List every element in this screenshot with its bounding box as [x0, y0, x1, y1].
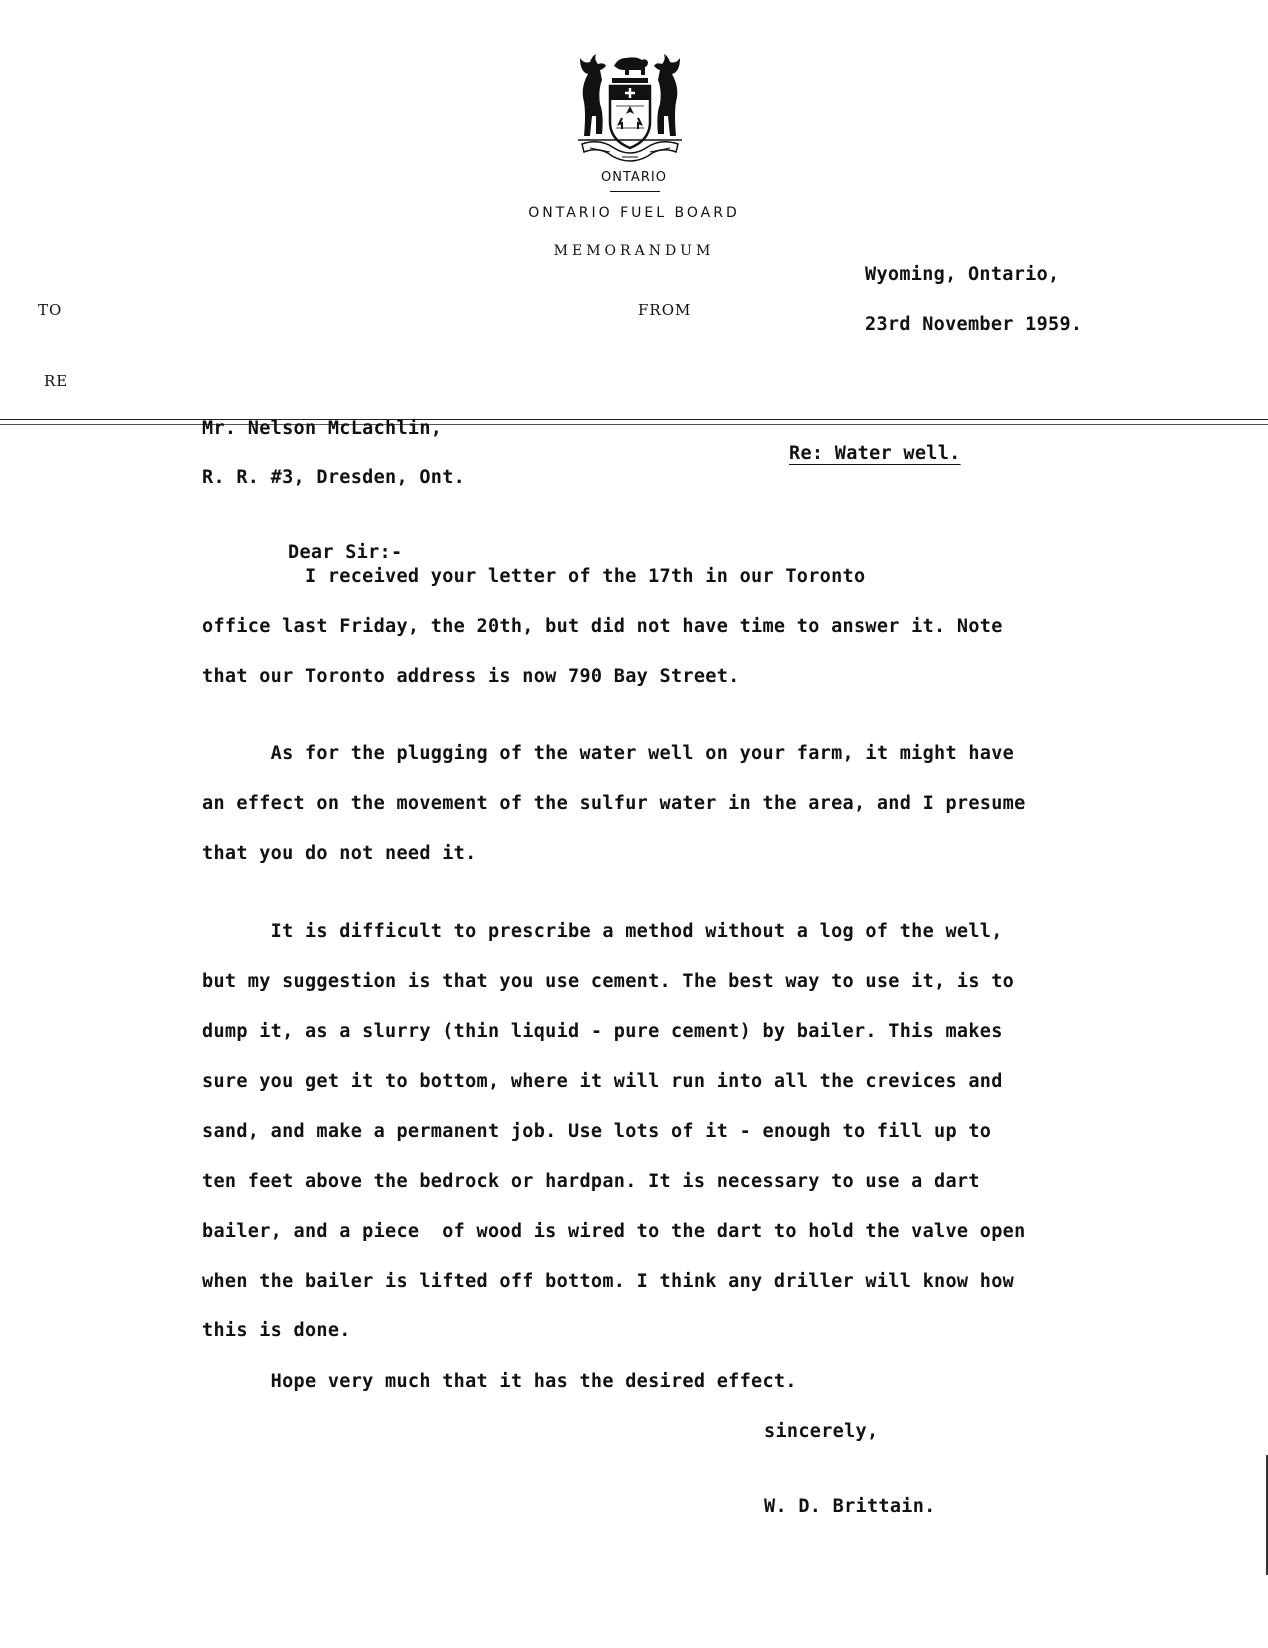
re-label: RE — [44, 372, 69, 390]
subject-line: Re: Water well. — [789, 443, 961, 464]
letterhead-board-name: ONTARIO FUEL BOARD — [528, 205, 740, 221]
header-double-rule — [0, 419, 1268, 425]
body-line: an effect on the movement of the sulfur water in the area, and I presume — [202, 793, 1026, 814]
body-line: sure you get it to bottom, where it will run into all the crevices and — [202, 1071, 1003, 1092]
body-line: bailer, and a piece of wood is wired to the dart to hold the valve open — [202, 1221, 1026, 1242]
body-line: dump it, as a slurry (thin liquid - pure cement) by bailer. This makes — [202, 1021, 1003, 1042]
ontario-coat-of-arms-icon — [570, 48, 690, 166]
salutation: Dear Sir:- — [288, 542, 403, 563]
body-line: It is difficult to prescribe a method without a log of the well, — [202, 921, 1003, 942]
body-line: ten feet above the bedrock or hardpan. It is necessary to use a dart — [202, 1171, 980, 1192]
recipient-name: Mr. Nelson McLachlin, — [202, 418, 443, 439]
to-label: TO — [38, 301, 63, 319]
body-line: when the bailer is lifted off bottom. I think any driller will know how — [202, 1271, 1015, 1292]
recipient-address: R. R. #3, Dresden, Ont. — [202, 467, 466, 488]
letter-date: 23rd November 1959. — [865, 314, 1083, 335]
letterhead-province: ONTARIO — [601, 170, 667, 185]
body-line: that you do not need it. — [202, 843, 477, 864]
body-line: but my suggestion is that you use cement. The best way to use it, is to — [202, 971, 1015, 992]
closing: sincerely, — [764, 1421, 879, 1442]
from-label: FROM — [638, 301, 692, 319]
signature-name: W. D. Brittain. — [764, 1496, 936, 1517]
body-line: office last Friday, the 20th, but did not have time to answer it. Note — [202, 616, 1003, 637]
body-line: As for the plugging of the water well on your farm, it might have — [202, 743, 1015, 764]
body-line: sand, and make a permanent job. Use lots of it - enough to fill up to — [202, 1121, 992, 1142]
body-line: I received your letter of the 17th in our Toronto — [202, 566, 866, 587]
letterhead-form-title: MEMORANDUM — [553, 243, 715, 259]
body-line: that our Toronto address is now 790 Bay Street. — [202, 666, 740, 687]
body-line: this is done. — [202, 1320, 351, 1341]
body-line: Hope very much that it has the desired effect. — [202, 1371, 797, 1392]
letterhead-divider — [610, 191, 660, 192]
letter-place: Wyoming, Ontario, — [865, 264, 1060, 285]
